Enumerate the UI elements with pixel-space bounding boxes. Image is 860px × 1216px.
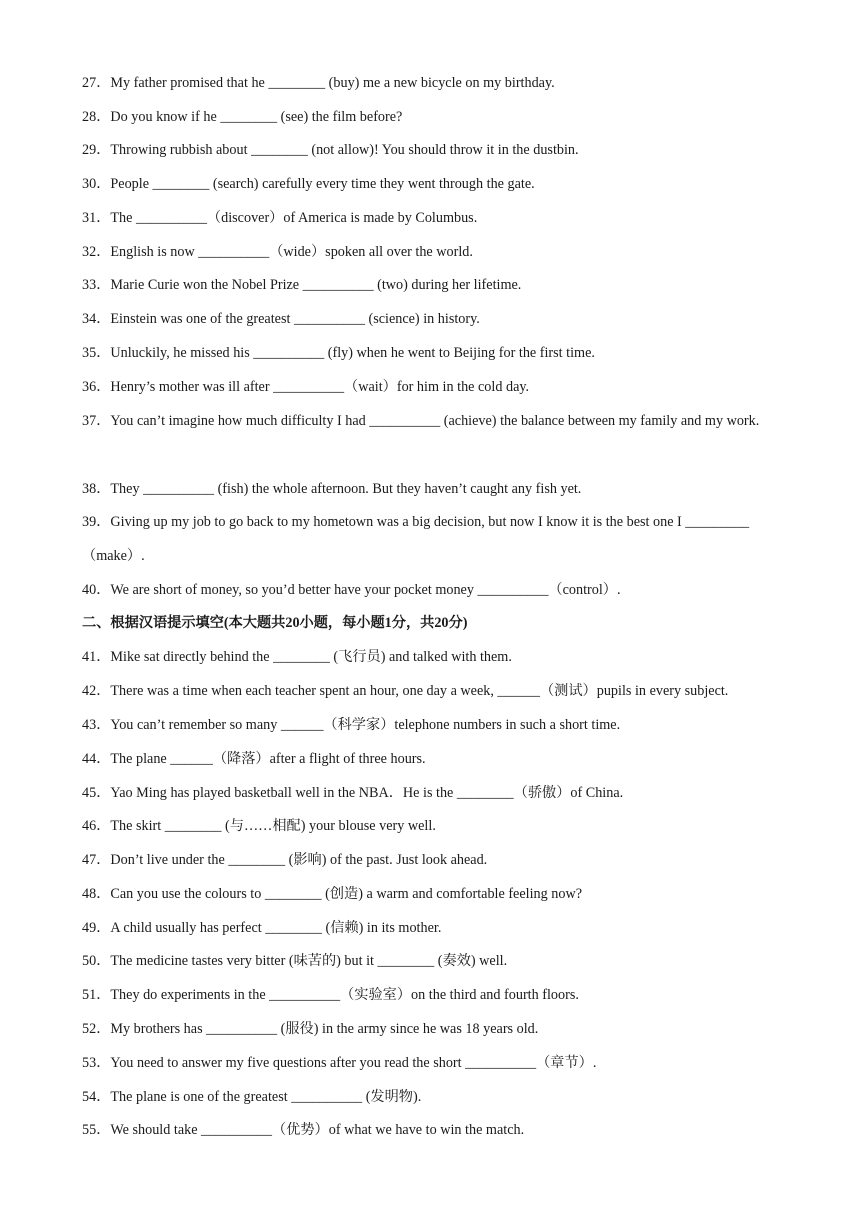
question-number: 55．: [82, 1122, 111, 1138]
question-54: [82, 1080, 790, 1114]
question-number: 28．: [82, 109, 111, 125]
question-number: 41．: [82, 649, 111, 665]
question-37: [82, 404, 790, 438]
section-2-title: 二、根据汉语提示填空(本大题共20小题，每小题1分，共20分): [82, 615, 468, 631]
question-number: 38．: [82, 481, 111, 497]
question-47: [82, 843, 790, 877]
question-number: 30．: [82, 176, 111, 192]
question-text: There was a time when each teacher spent an hour, one day a week, ______（测试）pupils in every subject.: [110, 683, 729, 699]
question-number: 52．: [82, 1021, 111, 1037]
question-36: [82, 370, 790, 404]
question-text: People ________ (search) carefully every time they went through the gate.: [110, 176, 535, 192]
question-number: 53．: [82, 1055, 111, 1071]
question-27: [82, 66, 790, 100]
question-text: The __________（discover）of America is made by Columbus.: [110, 210, 478, 226]
question-number: 32．: [82, 244, 111, 260]
question-number: 43．: [82, 717, 111, 733]
question-number: 31．: [82, 210, 111, 226]
question-text: You can’t remember so many ______（科学家）telephone numbers in such a short time.: [110, 717, 621, 733]
question-number: 46．: [82, 818, 111, 834]
question-number: 48．: [82, 886, 111, 902]
question-text: Giving up my job to go back to my hometown was a big decision, but now I know it is the best one I _________（make）.: [82, 514, 750, 564]
question-text: You can’t imagine how much difficulty I had __________ (achieve) the balance between my family and my work.: [110, 413, 760, 429]
question-number: 37．: [82, 413, 111, 429]
question-number: 44．: [82, 751, 111, 767]
question-number: 29．: [82, 142, 111, 158]
question-text: My brothers has __________ (服役) in the army since he was 18 years old.: [110, 1021, 539, 1037]
question-number: 45．: [82, 785, 111, 801]
question-39: [82, 505, 790, 573]
question-text: Yao Ming has played basketball well in the NBA．He is the ________（骄傲）of China.: [110, 785, 624, 801]
question-44: [82, 742, 790, 776]
question-55: [82, 1113, 790, 1147]
question-text: Can you use the colours to ________ (创造) a warm and comfortable feeling now?: [110, 886, 583, 902]
question-35: [82, 336, 790, 370]
question-text: They __________ (fish) the whole afternoon. But they haven’t caught any fish yet.: [110, 481, 582, 497]
question-text: Henry’s mother was ill after __________（wait）for him in the cold day.: [110, 379, 530, 395]
question-29: [82, 133, 790, 167]
question-text: The medicine tastes very bitter (味苦的) but it ________ (奏效) well.: [110, 953, 508, 969]
question-number: 27．: [82, 75, 111, 91]
question-number: 47．: [82, 852, 111, 868]
question-text: Mike sat directly behind the ________ (飞行员) and talked with them.: [110, 649, 512, 665]
question-number: 54．: [82, 1089, 111, 1105]
question-28: [82, 100, 790, 134]
question-text: You need to answer my five questions after you read the short __________（章节）.: [110, 1055, 597, 1071]
question-41: [82, 640, 790, 674]
question-text: A child usually has perfect ________ (信赖) in its mother.: [110, 920, 442, 936]
question-45: [82, 776, 790, 810]
question-number: 36．: [82, 379, 111, 395]
question-text: Don’t live under the ________ (影响) of the past. Just look ahead.: [110, 852, 488, 868]
question-text: The skirt ________ (与……相配) your blouse very well.: [110, 818, 436, 834]
question-text: They do experiments in the __________（实验室）on the third and fourth floors.: [110, 987, 579, 1003]
question-number: 35．: [82, 345, 111, 361]
question-43: [82, 708, 790, 742]
question-50: [82, 944, 790, 978]
question-38: [82, 472, 790, 506]
question-text: Marie Curie won the Nobel Prize __________ (two) during her lifetime.: [110, 277, 522, 293]
question-text: We are short of money, so you’d better have your pocket money __________（control）.: [110, 582, 621, 598]
question-46: [82, 809, 790, 843]
question-number: 39．: [82, 514, 111, 530]
question-number: 49．: [82, 920, 111, 936]
question-34: [82, 302, 790, 336]
question-text: Throwing rubbish about ________ (not allow)! You should throw it in the dustbin.: [110, 142, 579, 158]
question-33: [82, 268, 790, 302]
question-51: [82, 978, 790, 1012]
question-text: We should take __________（优势）of what we have to win the match.: [110, 1122, 525, 1138]
question-53: [82, 1046, 790, 1080]
question-number: 34．: [82, 311, 111, 327]
question-text: Unluckily, he missed his __________ (fly) when he went to Beijing for the first time.: [110, 345, 595, 361]
question-number: 51．: [82, 987, 111, 1003]
question-32: [82, 235, 790, 269]
question-40: [82, 573, 790, 607]
question-number: 40．: [82, 582, 111, 598]
question-text: Do you know if he ________ (see) the film before?: [110, 109, 403, 125]
question-number: 50．: [82, 953, 111, 969]
question-30: [82, 167, 790, 201]
question-42: [82, 674, 790, 708]
question-49: [82, 911, 790, 945]
question-number: 42．: [82, 683, 111, 699]
question-number: 33．: [82, 277, 111, 293]
question-text: Einstein was one of the greatest __________ (science) in history.: [110, 311, 480, 327]
question-text: The plane ______（降落）after a flight of three hours.: [110, 751, 426, 767]
question-text: My father promised that he ________ (buy) me a new bicycle on my birthday.: [110, 75, 555, 91]
question-52: [82, 1012, 790, 1046]
question-text: English is now __________（wide）spoken all over the world.: [110, 244, 473, 260]
question-31: [82, 201, 790, 235]
question-48: [82, 877, 790, 911]
question-text: The plane is one of the greatest __________ (发明物).: [110, 1089, 422, 1105]
